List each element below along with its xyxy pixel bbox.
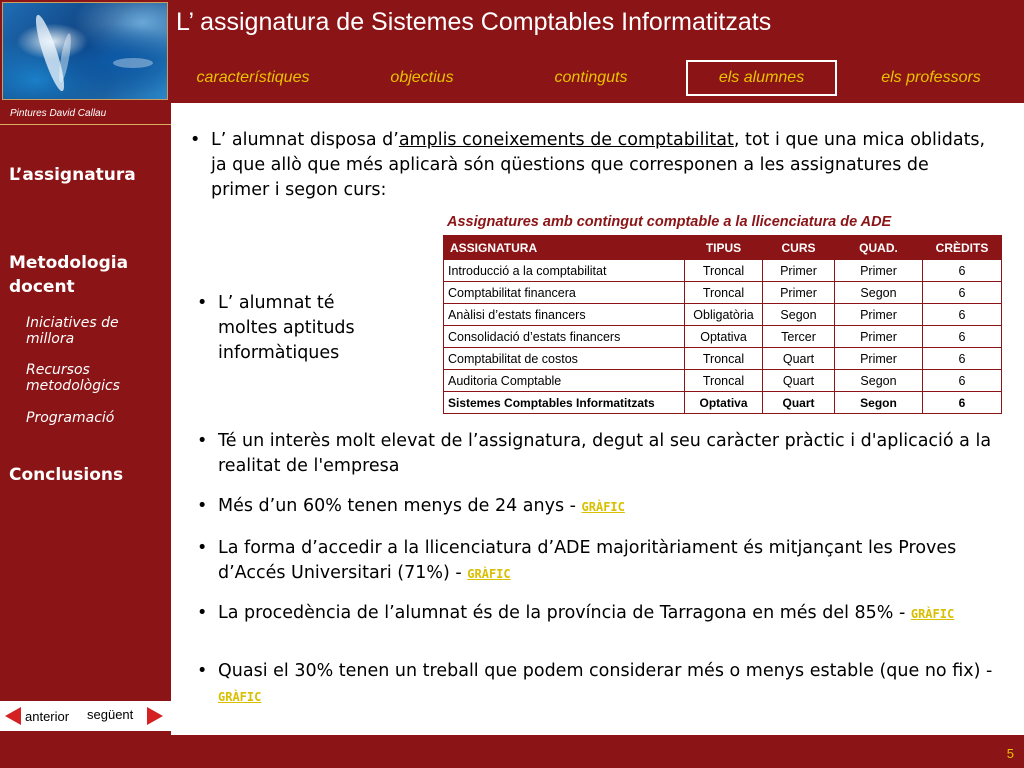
col-header-quad: QUAD. — [835, 236, 923, 260]
cell-curs: Primer — [763, 260, 835, 282]
cell-quad: Primer — [835, 326, 923, 348]
nav-els-alumnes[interactable]: els alumnes — [686, 60, 837, 96]
cell-credits: 6 — [923, 370, 1002, 392]
bullet-procedencia — [197, 601, 997, 627]
cell-credits: 6 — [923, 304, 1002, 326]
pager — [0, 701, 171, 731]
cell-quad: Primer — [835, 304, 923, 326]
sidebar-subitem-iniciatives[interactable]: Iniciatives de millora — [26, 315, 119, 347]
bullet-text: La forma d’accedir a la llicenciatura d’ADE majoritàriament és mitjançant les Proves d’Accés Universitari (71%) - — [218, 538, 957, 583]
bullet-acces — [197, 536, 997, 587]
header-bar — [0, 0, 1024, 103]
table-row — [444, 348, 1002, 370]
sidebar-item-assignatura[interactable]: L’assignatura — [9, 165, 136, 185]
page-title: L’ assignatura de Sistemes Comptables Informatitzats — [176, 8, 772, 36]
courses-table — [443, 235, 1002, 414]
cell-curs: Primer — [763, 282, 835, 304]
cell-credits: 6 — [923, 348, 1002, 370]
prev-arrow-icon[interactable] — [5, 707, 21, 725]
cell-credits: 6 — [923, 260, 1002, 282]
bullet-text: L’ alumnat té moltes aptituds informàtiques — [218, 293, 355, 363]
cell-curs: Quart — [763, 392, 835, 414]
bullet-icon: • — [197, 661, 208, 681]
col-header-assignatura: ASSIGNATURA — [444, 236, 685, 260]
sidebar-subitem-programacio[interactable]: Programació — [26, 410, 115, 426]
nav-objectius[interactable]: objectius — [390, 69, 454, 86]
cell-credits: 6 — [923, 282, 1002, 304]
bullet-icon: • — [197, 293, 208, 313]
cell-tipus: Troncal — [685, 282, 763, 304]
col-header-credits: CRÈDITS — [923, 236, 1002, 260]
page-number: 5 — [1006, 746, 1014, 761]
bullet-aptituds — [197, 291, 397, 366]
bullet-treball — [197, 659, 997, 710]
bullet-text: L’ alumnat disposa d’ — [211, 130, 399, 150]
divider — [0, 124, 171, 125]
cell-assignatura: Auditoria Comptable — [444, 370, 685, 392]
cell-tipus: Obligatòria — [685, 304, 763, 326]
col-header-curs: CURS — [763, 236, 835, 260]
cell-quad: Segon — [835, 392, 923, 414]
cell-assignatura: Anàlisi d’estats financers — [444, 304, 685, 326]
table-row — [444, 304, 1002, 326]
cell-curs: Quart — [763, 370, 835, 392]
cell-assignatura: Sistemes Comptables Informatitzats — [444, 392, 685, 414]
cell-tipus: Troncal — [685, 260, 763, 282]
cell-tipus: Troncal — [685, 370, 763, 392]
table-row — [444, 282, 1002, 304]
cell-assignatura: Consolidació d’estats financers — [444, 326, 685, 348]
cell-quad: Segon — [835, 282, 923, 304]
grafic-link[interactable]: GRÀFIC — [467, 567, 511, 581]
table-row — [444, 370, 1002, 392]
cell-curs: Tercer — [763, 326, 835, 348]
next-button[interactable]: següent — [87, 707, 134, 722]
nav-els-professors[interactable]: els professors — [881, 69, 981, 86]
bullet-icon: • — [197, 496, 208, 516]
footer-bar — [171, 735, 1024, 768]
cell-quad: Segon — [835, 370, 923, 392]
sidebar — [0, 103, 171, 768]
cell-credits: 6 — [923, 392, 1002, 414]
bullet-icon: • — [197, 431, 208, 451]
nav-caracteristiques[interactable]: característiques — [196, 69, 310, 86]
bullet-coneixements — [190, 128, 990, 203]
cell-tipus: Troncal — [685, 348, 763, 370]
bullet-underlined-text: amplis coneixements de comptabilitat — [398, 130, 734, 150]
bullet-text: La procedència de l’alumnat és de la província de Tarragona en més del 85% - — [218, 603, 911, 623]
grafic-link[interactable]: GRÀFIC — [218, 690, 262, 704]
cell-credits: 6 — [923, 326, 1002, 348]
cell-assignatura: Comptabilitat financera — [444, 282, 685, 304]
top-nav — [172, 60, 1024, 98]
table-row — [444, 260, 1002, 282]
bullet-interes — [197, 429, 997, 479]
bullet-icon: • — [197, 603, 208, 623]
bullet-text: Quasi el 30% tenen un treball que podem considerar més o menys estable (que no fix) - — [218, 661, 993, 681]
table-row-highlighted — [444, 392, 1002, 414]
bullet-icon: • — [197, 538, 208, 558]
bullet-edat — [197, 494, 997, 520]
table-row — [444, 326, 1002, 348]
bullet-icon: • — [190, 130, 201, 150]
cell-quad: Primer — [835, 260, 923, 282]
bullet-text: Té un interès molt elevat de l’assignatura, degut al seu caràcter pràctic i d'aplicació a la realitat de l'empresa — [218, 431, 992, 476]
bullet-text: Més d’un 60% tenen menys de 24 anys - — [218, 496, 582, 516]
cell-curs: Segon — [763, 304, 835, 326]
next-arrow-icon[interactable] — [147, 707, 163, 725]
cell-assignatura: Introducció a la comptabilitat — [444, 260, 685, 282]
prev-button[interactable]: anterior — [25, 709, 70, 724]
grafic-link[interactable]: GRÀFIC — [910, 607, 955, 621]
sidebar-item-conclusions[interactable]: Conclusions — [9, 465, 124, 485]
cell-curs: Quart — [763, 348, 835, 370]
cell-tipus: Optativa — [685, 326, 763, 348]
sidebar-item-metodologia[interactable]: Metodologia docent — [9, 253, 129, 297]
sidebar-subitem-recursos[interactable]: Recursos metodològics — [26, 362, 120, 394]
cell-tipus: Optativa — [685, 392, 763, 414]
table-caption: Assignatures amb contingut comptable a la llicenciatura de ADE — [447, 214, 892, 230]
table-header-row — [444, 236, 1002, 260]
painting-image — [2, 2, 168, 100]
bullet-text: , tot i que una mica oblidats, ja que allò que més aplicarà són qüestions que corresponen a les assignatures de primer i segon curs: — [211, 130, 986, 200]
col-header-tipus: TIPUS — [685, 236, 763, 260]
cell-quad: Primer — [835, 348, 923, 370]
cell-assignatura: Comptabilitat de costos — [444, 348, 685, 370]
grafic-link[interactable]: GRÀFIC — [581, 500, 625, 514]
painting-credit: Pintures David Callau — [10, 108, 107, 119]
nav-continguts[interactable]: continguts — [554, 69, 628, 86]
